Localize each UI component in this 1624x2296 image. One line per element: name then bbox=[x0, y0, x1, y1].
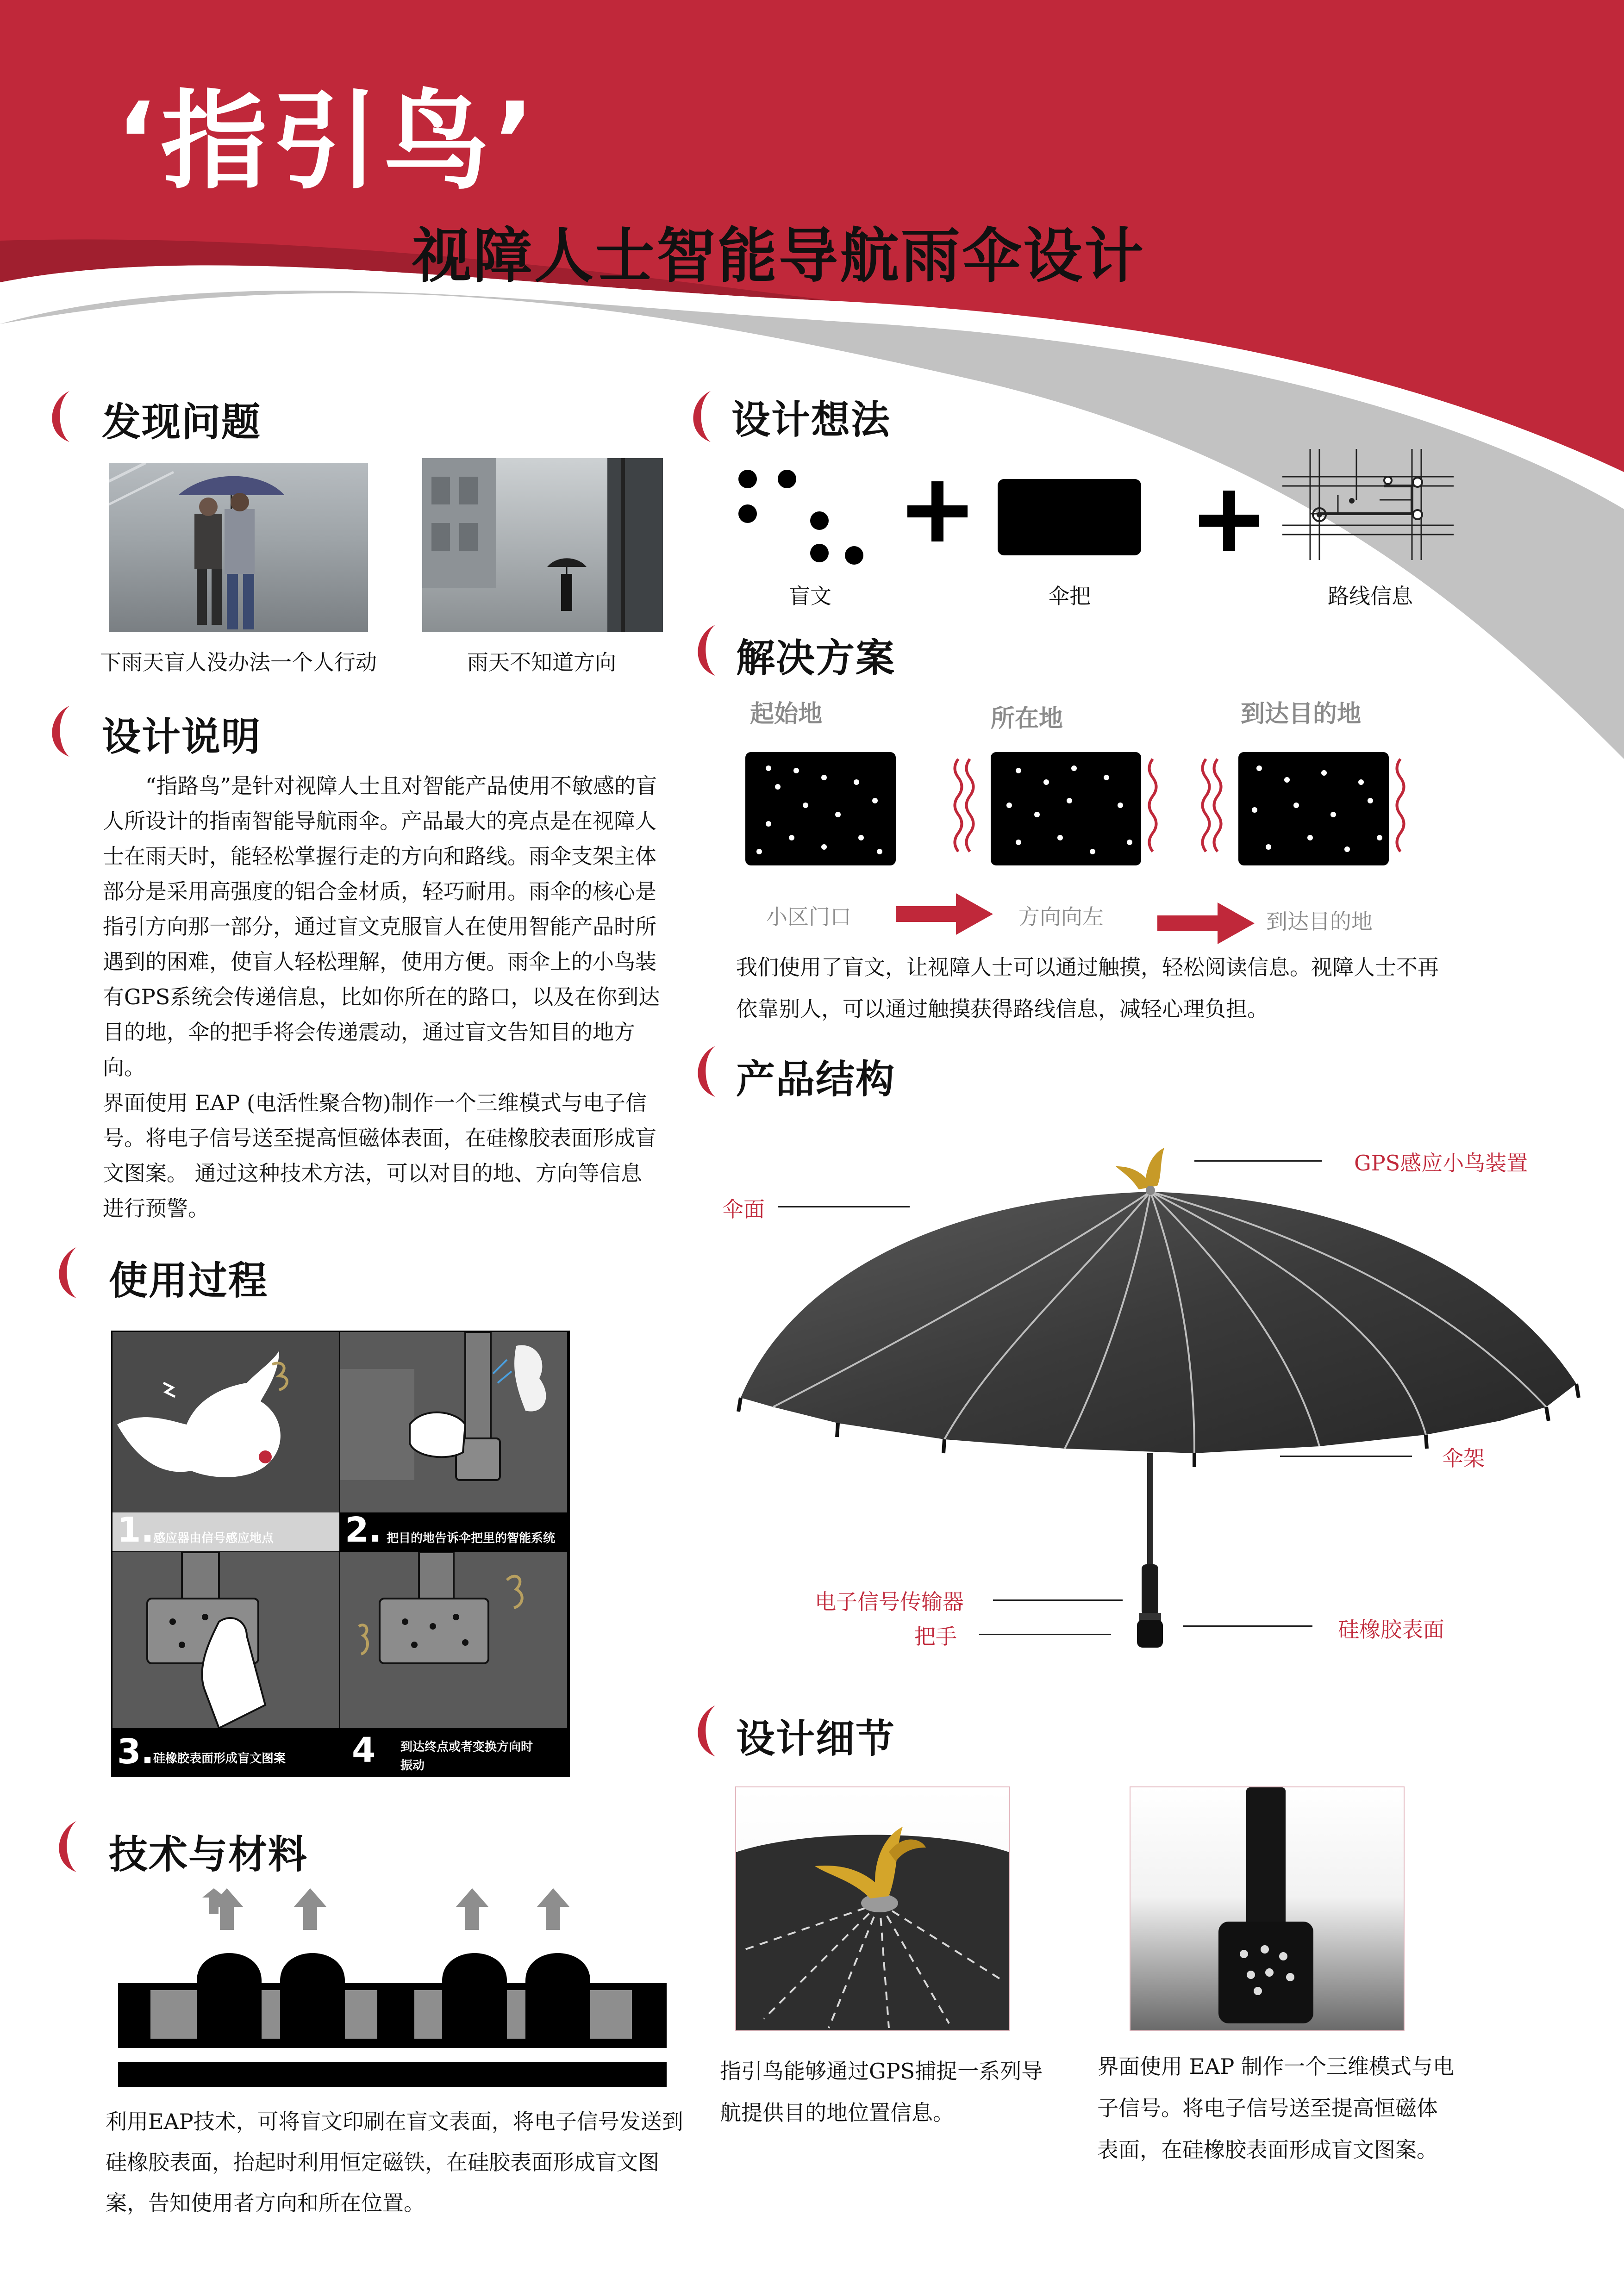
rain-photo-street bbox=[422, 458, 663, 632]
label-transmitter: 电子信号传输器 bbox=[815, 1589, 964, 1614]
rain-photo-couple bbox=[109, 463, 368, 632]
label-gps: GPS感应小鸟装置 bbox=[1354, 1151, 1528, 1176]
section-mark-icon bbox=[683, 622, 720, 678]
usage-panel-3 bbox=[112, 1552, 339, 1774]
step-text-4: 到达终点或者变换方向时 bbox=[400, 1740, 533, 1754]
section-mark-icon bbox=[683, 1703, 720, 1759]
stage-label-arrive: 到达目的地 bbox=[1241, 700, 1362, 728]
section-title-details: 设计细节 bbox=[736, 1716, 896, 1761]
caption-discover-1: 下雨天盲人没办法一个人行动 bbox=[100, 650, 377, 675]
arrow-right-icon bbox=[896, 893, 993, 935]
route-map-icon bbox=[1273, 444, 1458, 565]
label-silicone: 硅橡胶表面 bbox=[1338, 1617, 1444, 1642]
stage-label-current: 所在地 bbox=[991, 705, 1063, 733]
detail-photo-handle bbox=[1130, 1786, 1405, 2031]
usage-panel-1 bbox=[112, 1332, 339, 1551]
caption-discover-2: 雨天不知道方向 bbox=[467, 650, 616, 675]
description-paragraph-2: 界面使用 EAP (电活性聚合物)制作一个三维模式与电子信号。将电子信号送至提高恒磁体表面，在硅橡胶表面形成盲文图案。 通过这种技术方法，可以对目的地、方向等信息进行预警。 bbox=[103, 1090, 656, 1221]
leader-line bbox=[993, 1599, 1123, 1601]
location-label-3: 到达目的地 bbox=[1266, 909, 1373, 934]
plus-icon bbox=[1199, 491, 1259, 551]
step-text-3: 硅橡胶表面形成盲文图案 bbox=[153, 1752, 286, 1766]
detail-caption-1: 指引鸟能够通过GPS捕捉一系列导航提供目的地位置信息。 bbox=[720, 2059, 1043, 2125]
tech-paragraph: 利用EAP技术，可将盲文印刷在盲文表面，将电子信号发送到硅橡胶表面，抬起时利用恒定磁铁，在硅胶表面形成盲文图案，告知使用者方向和所在位置。 bbox=[106, 2109, 683, 2215]
section-mark-icon bbox=[37, 389, 74, 444]
section-mark-icon bbox=[44, 1245, 81, 1300]
detail-caption-2: 界面使用 EAP 制作一个三维模式与电子信号。将电子信号送至提高恒磁体表面，在硅橡胶表面形成盲文图案。 bbox=[1097, 2054, 1454, 2162]
description-paragraph-1: “指路鸟”是针对视障人士且对智能产品使用不敏感的盲人所设计的指南智能导航雨伞。产品最大的亮点是在视障人士在雨天时，能轻松掌握行走的方向和路线。雨伞支架主体部分是采用高强度的铝合金材质，轻巧耐用。雨伞的核心是指引方向那一部分，通过盲文克服盲人在使用智能产品时所遇到的困难，使盲人轻松理解，使用方便。雨伞上的小鸟装有GPS系统会传递信息，比如你所在的路口，以及在你到达目的地，伞的把手将会传递震动，通过盲文告知目的地方向。 bbox=[103, 773, 660, 1080]
plus-icon bbox=[907, 481, 968, 541]
detail-photo-bird bbox=[735, 1786, 1010, 2031]
section-mark-icon bbox=[44, 1819, 81, 1874]
solution-paragraph: 我们使用了盲文，让视障人士可以通过触摸，轻松阅读信息。视障人士不再依靠别人，可以通过触摸获得路线信息，减轻心理负担。 bbox=[736, 955, 1439, 1021]
section-title-discover: 发现问题 bbox=[102, 399, 262, 445]
step-number-2: 2. bbox=[345, 1510, 382, 1550]
location-label-2: 方向向左 bbox=[1018, 904, 1104, 929]
handle-block-icon bbox=[998, 479, 1141, 555]
section-title-description: 设计说明 bbox=[102, 714, 262, 759]
step-text-1: 感应器由信号感应地点 bbox=[153, 1531, 274, 1545]
leader-line bbox=[979, 1634, 1111, 1635]
usage-panel-2 bbox=[340, 1332, 567, 1551]
section-title-structure: 产品结构 bbox=[736, 1057, 896, 1102]
label-handle: 把手 bbox=[914, 1624, 957, 1649]
step-number-4: 4 bbox=[352, 1730, 376, 1770]
idea-label-handle: 伞把 bbox=[1048, 584, 1091, 609]
braille-dots-icon bbox=[736, 465, 870, 572]
section-title-solution: 解决方案 bbox=[736, 635, 896, 681]
braille-screens bbox=[741, 745, 1435, 875]
label-canopy: 伞面 bbox=[722, 1197, 765, 1222]
usage-storyboard bbox=[111, 1331, 570, 1777]
stage-label-start: 起始地 bbox=[750, 700, 823, 728]
leader-line bbox=[1280, 1456, 1412, 1457]
usage-panel-4 bbox=[340, 1552, 567, 1774]
label-frame: 伞架 bbox=[1442, 1446, 1485, 1471]
section-mark-icon bbox=[678, 389, 715, 444]
step-text-4b: 振动 bbox=[400, 1759, 425, 1773]
idea-label-route: 路线信息 bbox=[1328, 584, 1413, 609]
subtitle: 视障人士智能导航雨伞设计 bbox=[412, 222, 1146, 291]
section-title-tech: 技术与材料 bbox=[109, 1832, 308, 1877]
umbrella-render bbox=[731, 1134, 1588, 1648]
section-title-usage: 使用过程 bbox=[109, 1258, 269, 1303]
main-title: ‘指引鸟’ bbox=[116, 80, 539, 204]
section-mark-icon bbox=[37, 703, 74, 759]
leader-line bbox=[1194, 1160, 1322, 1162]
eap-layer-diagram bbox=[118, 1888, 667, 2092]
arrow-up-icon bbox=[211, 1888, 569, 1930]
step-number-1: 1. bbox=[117, 1510, 154, 1550]
leader-line bbox=[1183, 1625, 1312, 1627]
step-text-2: 把目的地告诉伞把里的智能系统 bbox=[387, 1531, 556, 1545]
arrow-right-icon bbox=[1157, 902, 1255, 944]
section-title-idea: 设计想法 bbox=[731, 397, 891, 442]
location-label-1: 小区门口 bbox=[766, 904, 851, 929]
idea-label-braille: 盲文 bbox=[789, 584, 831, 609]
section-mark-icon bbox=[683, 1044, 720, 1099]
leader-line bbox=[778, 1206, 910, 1207]
step-number-3: 3. bbox=[117, 1732, 154, 1772]
